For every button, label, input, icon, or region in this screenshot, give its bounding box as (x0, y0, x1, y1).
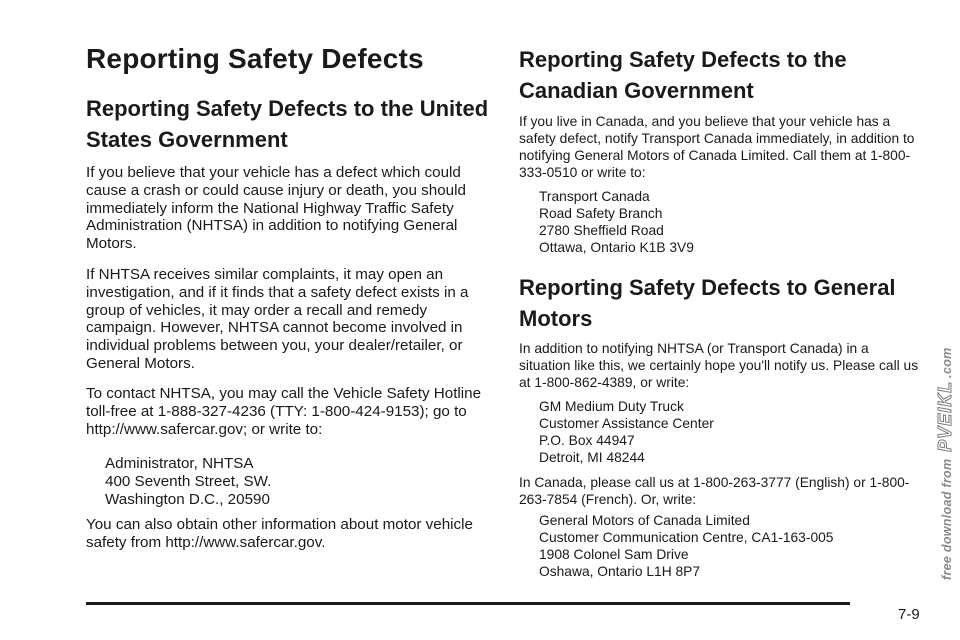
section-heading-gm: Reporting Safety Defects to General Motors (519, 275, 896, 331)
section-heading-canada: Reporting Safety Defects to the Canadian Government (519, 47, 847, 103)
page-number: 7-9 (898, 606, 920, 623)
paragraph-us-more-info: You can also obtain other information about motor vehicle safety from http://www.safercar.gov. (86, 516, 473, 551)
address-line: 2780 Sheffield Road (539, 223, 664, 238)
address-line: Ottawa, Ontario K1B 3V9 (539, 240, 694, 255)
watermark (935, 347, 956, 580)
watermark-suffix: .com (940, 347, 954, 378)
address-line: Detroit, MI 48244 (539, 450, 645, 465)
address-line: Washington D.C., 20590 (105, 490, 270, 508)
address-line: Road Safety Branch (539, 206, 663, 221)
paragraph-canada: If you live in Canada, and you believe that your vehicle has a safety defect, notify Transport Canada immediately, in addition to notifying General Motors of Canada Limited. Call them at 1-800-333-0510 or write to: (519, 114, 915, 180)
paragraph-us-investigation: If NHTSA receives similar complaints, it may open an investigation, and if it finds that a safety defect exists in a group of vehicles, it may order a recall and remedy campaign. However, NHTSA cannot become involved in individual problems between you, your dealer/retailer, or General Motors. (86, 266, 469, 372)
address-line: 400 Seventh Street, SW. (105, 472, 272, 490)
address-nhtsa (105, 455, 485, 508)
address-line: Customer Communication Centre, CA1-163-005 (539, 530, 834, 545)
paragraph-gm: In addition to notifying NHTSA (or Transport Canada) in a situation like this, we certainly hope you'll notify us. Please call us at 1-800-862-4389, or write: (519, 341, 919, 390)
address-line: GM Medium Duty Truck (539, 399, 684, 414)
address-gm-canada (539, 512, 899, 580)
watermark-brand: PVEIKL (935, 380, 955, 452)
address-line: P.O. Box 44947 (539, 433, 635, 448)
paragraph-gm-canada: In Canada, please call us at 1-800-263-3777 (English) or 1-800-263-7854 (French). Or, write: (519, 475, 910, 507)
footer-rule (86, 602, 850, 605)
watermark-prefix: free download from (940, 458, 954, 580)
address-line: Transport Canada (539, 189, 650, 204)
address-gm (539, 398, 899, 466)
section-heading-us: Reporting Safety Defects to the United States Government (86, 96, 489, 152)
page-title: Reporting Safety Defects (86, 43, 424, 74)
address-line: General Motors of Canada Limited (539, 513, 750, 528)
paragraph-us-intro: If you believe that your vehicle has a defect which could cause a crash or could cause injury or death, you should immediately inform the National Highway Traffic Safety Administration (NHTSA) in addition to notifying General Motors. (86, 164, 466, 253)
address-line: 1908 Colonel Sam Drive (539, 547, 689, 562)
address-line: Customer Assistance Center (539, 416, 714, 431)
paragraph-us-contact: To contact NHTSA, you may call the Vehicle Safety Hotline toll-free at 1-888-327-4236 (TTY: 1-800-424-9153); go to http://www.safercar.gov; or write to: (86, 385, 482, 438)
address-line: Oshawa, Ontario L1H 8P7 (539, 564, 701, 579)
address-line: Administrator, NHTSA (105, 455, 254, 472)
address-transport-canada (539, 188, 899, 256)
